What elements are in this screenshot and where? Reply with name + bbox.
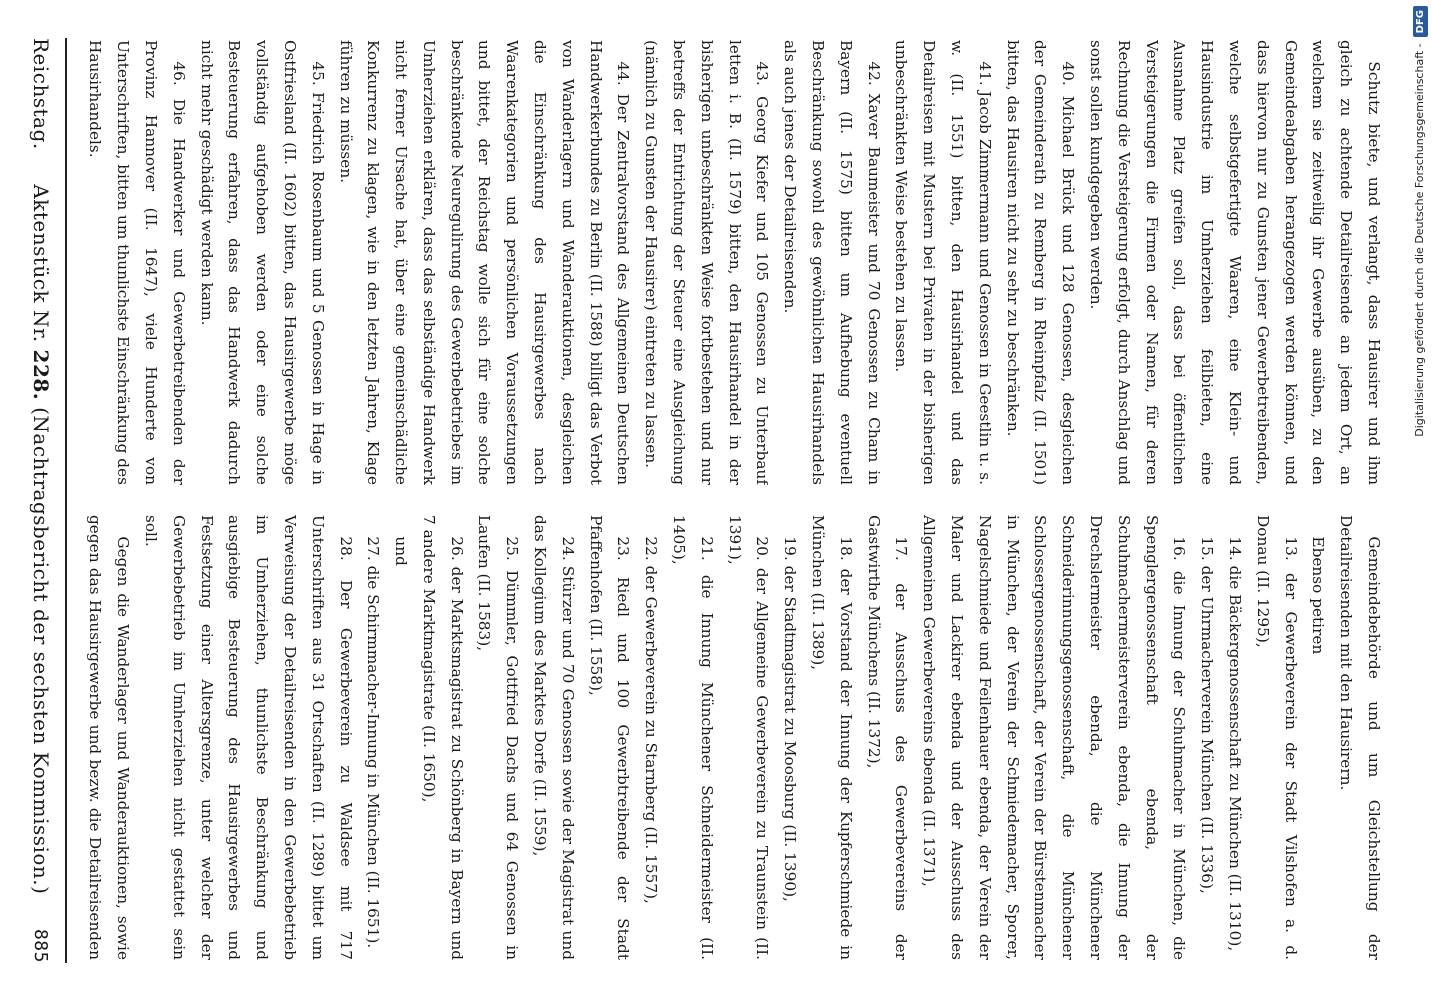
right-column-paragraph: 45. Friedrich Rosenbaum und 5 Genossen in Hage in Ostfriesland (II. 1602) bitten, das Hausirgewerbe möge vollständig aufgehoben werden oder eine solche Besteuerung erfahren, dass das Handwerk dadurch nicht mehr geschädigt werden kann. (197, 40, 327, 485)
left-column-paragraph: 24. Stürzer und 70 Genossen sowie der Magistrat und das Kollegium des Marktes Dorfe (II. 1559), (531, 515, 577, 960)
left-column-paragraph: 27. die Schirmmacher-Innung in München (II. 1651). (364, 536, 383, 949)
left-column-paragraph: 20. der Allgemeine Gewerbeverein zu Traunstein (II. 1391), (725, 515, 772, 960)
header-center (29, 184, 53, 894)
right-column-paragraph: 46. Die Handwerker und Gewerbetreibenden der Provinz Hannover (II. 1647), viele Hunderte von Unterschriften, bitten um thunlichste Einschränkung des Hausirhandels. (86, 40, 188, 485)
left-column-paragraph: 16. die Innung der Schuhmacher in München, die Spenglergenossenschaft ebenda, der Schuhmachermeisterverein ebenda, die Innung der Drechslermeister ebenda, die Münchener Schneiderinnungsgenossenschaft, die Münchener Schlossergenossenschaft, der Verein der Bürstenmacher in München, der Verein der Schmiedemacher, Sporer, Nagelschmiede und Feilenhauer ebenda, der Verein der Maler und Lackirer ebenda und der Ausschuss des Allgemeinen Gewerbevereins ebenda (II. 1371), (920, 515, 1189, 960)
header-title: (Nachtragsbericht der sechsten Kommission.) (29, 407, 53, 895)
digitization-sidebar (1410, 6, 1430, 996)
header-rule (65, 38, 67, 963)
right-column-paragraph: 44. Der Zentralvorstand des Allgemeinen Deutschen Handwerkerbundes zu Berlin (II. 1588) billigt das Verbot von Wanderlagern und Wanderauktionen, desgleichen die Einschränkung des Hausirgewerbes nach Waarenkategorien und persönlichen Voraussetzungen und bittet, der Reichstag wolle sich für eine solche beschränkende Neuregulirung des Gewerbebetriebes im Umherziehen erklären, dass das selbständige Handwerk nicht ferner Ursache hat, über eine gemeinschädliche Konkurrenz zu klagen, wie in den letzten Jahren, Klage führen zu müssen. (336, 40, 633, 485)
left-column-paragraph: Gemeindebehörde und um Gleichstellung der Detailreisenden mit den Hausirern. (1337, 515, 1383, 960)
credit-text: Digitalisierung gefördert durch die Deutsche Forschungsgemeinschaft - (1413, 43, 1426, 437)
left-column-paragraph: 15. der Uhrmacherverein München (II. 1336), (1198, 536, 1217, 894)
left-column-paragraph: und (392, 536, 411, 566)
header-left: Reichstag. (29, 38, 53, 150)
left-column-paragraph: 21. die Innung Münchener Schneidermeister (II. 1405), (670, 515, 716, 960)
left-column-paragraph: 17. der Ausschuss des Gewerbevereins der Gastwirthe Münchens (II. 1372), (864, 515, 911, 960)
left-column-paragraph: 14. die Bäckergenossenschaft zu München (II. 1310), (1226, 536, 1245, 952)
left-column-paragraph: 22. der Gewerbeverein zu Starnberg (II. 1557), (642, 536, 661, 904)
left-column-paragraph: 28. Der Gewerbeverein zu Waldsee mit 717 Unterschriften aus 31 Ortschaften (II. 1289) bittet um Verweisung der Detailreisenden in den Gewerbebetrieb im Umherziehen, thunlichste Beschränkung und ausgiebige Besteuerung des Hausirgewerbes und Festsetzung einer Altersgrenze, unter welcher der Gewerbebetrieb im Umherziehen nicht gestattet sein soll. (141, 515, 355, 960)
right-column (79, 40, 1387, 485)
digitization-credit (1410, 6, 1430, 996)
header-doc-number: 228. (29, 349, 53, 401)
left-column-paragraph: 25. Dümmler, Gottfried Dachs und 64 Genossen in Laufen (II. 1583), (475, 515, 522, 960)
left-column-paragraph: Gegen die Wanderlager und Wanderauktionen, sowie gegen das Hausirgewerbe und bezw. die Detailreisenden (86, 515, 133, 960)
dfg-logo: DFG (1413, 6, 1428, 37)
left-column-paragraph: 23. Riedl und 100 Gewerbtreibende der Stadt Pfaffenhofen (II. 1558), (586, 515, 633, 960)
right-column-paragraph: 43. Georg Kiefer und 105 Genossen zu Unterbauf letten i. B. (II. 1579) bitten, den Hausirhandel in der bisherigen unbeschränkten Weise fortbestehen und nur betreffs der Entrichtung der Steuer eine Ausgleichung (nämlich zu Gunsten der Hausirer) eintreten zu lassen. (642, 40, 772, 485)
left-column-paragraph: Ebenso petiren (1309, 536, 1328, 655)
header-doc-label: Aktenstück Nr. (29, 184, 53, 343)
left-column-paragraph: 19. der Stadtmagistrat zu Moosburg (II. 1390), (781, 536, 800, 902)
page-number: 885 (30, 928, 52, 963)
left-column (79, 515, 1387, 960)
right-column-paragraph: 41. Jacob Zimmermann und Genossen in Geestlin u. s. w. (II. 1551) bitten, den Hausirhandel und das Detailreisen mit Mustern bei Privaten in der bisherigen unbeschränkten Weise bestehen zu lassen. (892, 40, 994, 485)
right-column-paragraph: 42. Xaver Baumeister und 70 Genossen zu Cham in Bayern (II. 1575) bitten um Aufhebung eventuell Beschränkung sowohl des gewöhnlichen Hausirhandels als auch jenes der Detailreisenden. (781, 40, 883, 485)
right-column-paragraph: Schutz biete, und verlangt, dass Hausirer und ihm gleich zu achtende Detailreisende an jedem Ort, an welchem sie zeitweilig ihr Gewerbe ausüben, zu den Gemeindeabgaben herangezogen werden können, und dass hiervon nur zu Gunsten jener Gewerbetreibenden, welche selbstgefertigte Waaren, eine Klein- und Hausindustrie im Umherziehen feilbieten, eine Ausnahme Platz greifen soll, dass bei öffentlichen Versteigerungen die Firmen oder Namen, für deren Rechnung die Versteigerung erfolgt, durch Anschlag und sonst sollen kundgegeben werden. (1087, 40, 1383, 485)
running-header (17, 38, 65, 963)
left-column-paragraph: 26. der Marktsmagistrat zu Schönberg in Bayern und 7 andere Marktmagistrate (II. 1650), (419, 515, 466, 960)
right-column-paragraph: 40. Michael Brück und 128 Genossen, desgleichen der Gemeinderath zu Remberg in Rheinpfalz (II. 1501) bitten, das Hausiren nicht zu sehr zu beschränken. (1003, 40, 1078, 485)
right-column-paragraph (79, 40, 81, 485)
left-column-paragraph: 18. der Vorstand der Innung der Kupferschmiede in München (II. 1389), (809, 515, 855, 960)
left-column-paragraph: 13. der Gewerbeverein der Stadt Vilshofen a. d. Donau (II. 1295), (1253, 515, 1300, 960)
